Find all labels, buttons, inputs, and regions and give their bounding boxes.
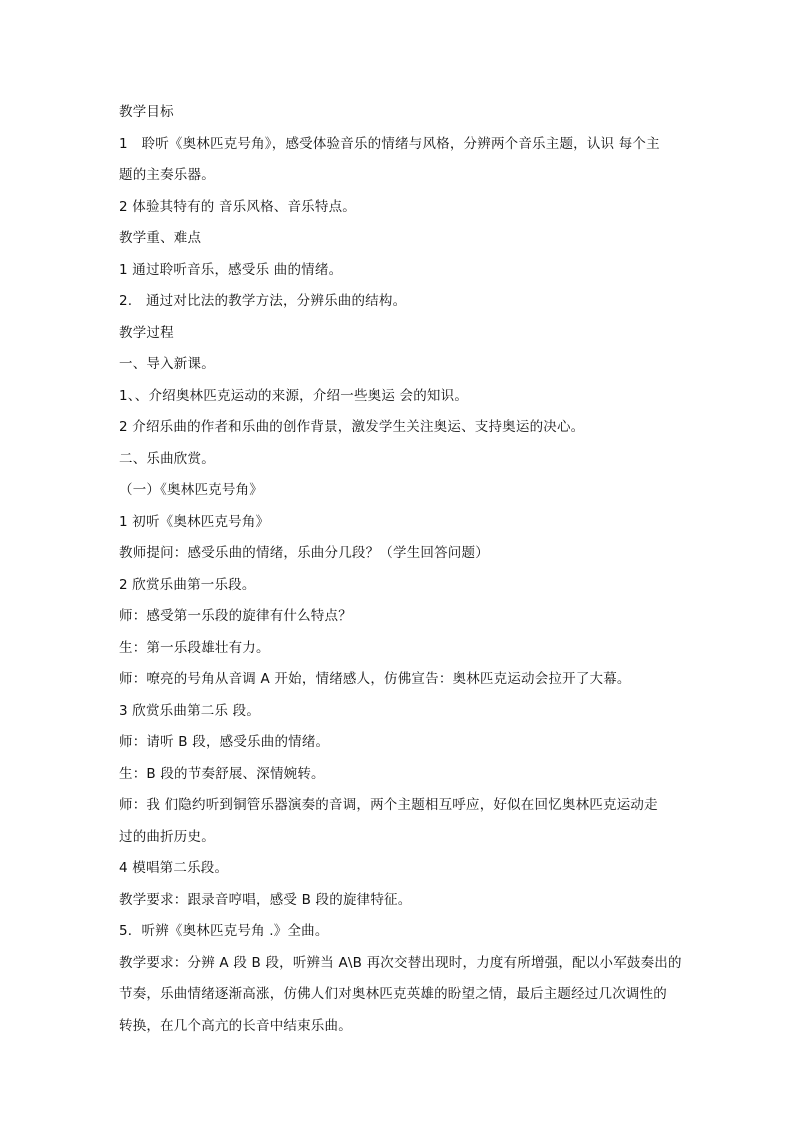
step-3: 3 欣赏乐曲第二乐 段。 (119, 702, 261, 719)
section-appreciation: 二、乐曲欣赏。 (119, 450, 215, 467)
paragraph-intro-2: 2 介绍乐曲的作者和乐曲的创作背景，激发学生关注奥运、支持奥运的决心。 (119, 419, 585, 435)
teacher-line-4 (119, 790, 679, 853)
requirement-2 (119, 948, 682, 1043)
document-body (119, 97, 682, 1042)
student-line-2: 生：B 段的节奏舒展、深情婉转。 (119, 765, 325, 782)
teacher-question: 教师提问：感受乐曲的情绪，乐曲分几段？（学生回答问题） (119, 545, 489, 561)
subsection-olympic-horn: （一）《奥林匹克号角》 (119, 482, 263, 498)
step-5: 5．听辨《奥林匹克号角 .》全曲。 (119, 923, 329, 939)
text-line: 题的主奏乐器。 (119, 167, 215, 183)
student-line-1: 生：第一乐段雄壮有力。 (119, 639, 270, 656)
heading-key-points: 教学重、难点 (119, 230, 202, 246)
text-line: 转换，在几个高亢的长音中结束乐曲。 (119, 1017, 352, 1034)
heading-teaching-process: 教学过程 (119, 324, 174, 341)
text-line: 教学要求：分辨 A 段 B 段，听辨当 A\B 再次交替出现时，力度有所增强，配以小军鼓奏出的 (119, 954, 682, 971)
section-intro: 一、导入新课。 (119, 356, 215, 372)
text-line: 师：我 们隐约听到铜管乐器演奏的音调，两个主题相互呼应，好似在回忆奥林匹克运动走 (119, 797, 658, 813)
text-line: 过的曲折历史。 (119, 828, 215, 845)
teacher-line-3: 师：请听 B 段，感受乐曲的情绪。 (119, 734, 330, 750)
teacher-line-2: 师：嘹亮的号角从音调 A 开始，情绪感人，仿佛宣告：奥林匹克运动会拉开了大幕。 (119, 671, 631, 687)
requirement-1: 教学要求：跟录音哼唱，感受 B 段的旋律特征。 (119, 891, 412, 908)
text-line: 节奏，乐曲情绪逐渐高涨，仿佛人们对奥林匹克英雄的盼望之情，最后主题经过几次调性的 (119, 986, 667, 1002)
paragraph-goal-2: 2 体验其特有的 音乐风格、音乐特点。 (119, 198, 356, 215)
step-1: 1 初听《奥林匹克号角》 (119, 513, 270, 530)
step-2: 2 欣赏乐曲第一乐段。 (119, 576, 256, 593)
teacher-line-1: 师：感受第一乐段的旋律有什么特点？ (119, 608, 352, 624)
paragraph-key-2: 2. 通过对比法的教学方法，分辨乐曲的结构。 (119, 293, 407, 309)
paragraph-intro-1: 1、、介绍奥林匹克运动的来源，介绍一些奥运 会的知识。 (119, 387, 469, 404)
paragraph-key-1: 1 通过聆听音乐，感受乐 曲的情绪。 (119, 261, 343, 278)
step-4: 4 模唱第二乐段。 (119, 860, 229, 876)
paragraph-goal-1 (119, 129, 679, 192)
text-line: 1 聆听《奥林匹克号角》，感受体验音乐的情绪与风格，分辨两个音乐主题，认识 每个主 (119, 135, 660, 152)
heading-teaching-goals: 教学目标 (119, 104, 174, 120)
